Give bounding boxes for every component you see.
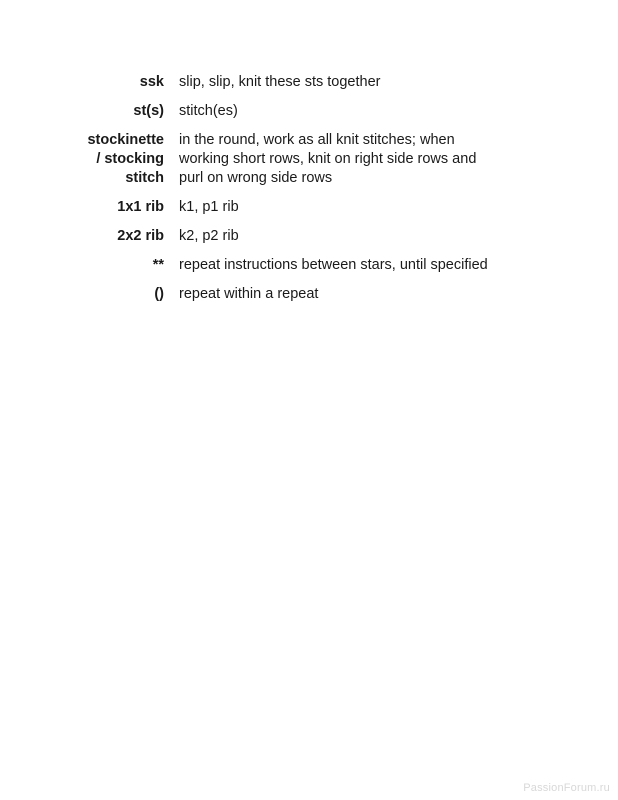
glossary-row xyxy=(0,227,618,246)
glossary-row xyxy=(0,73,618,92)
glossary-row xyxy=(0,256,618,275)
glossary-term: 2x2 rib xyxy=(117,228,164,244)
glossary-definition: repeat instructions between stars, until specified xyxy=(179,257,488,273)
glossary-term: () xyxy=(154,286,164,302)
glossary-definition: k2, p2 rib xyxy=(179,228,239,244)
glossary-term: stockinette / stocking stitch xyxy=(87,132,164,186)
glossary-definition: k1, p1 rib xyxy=(179,199,239,215)
glossary-row xyxy=(0,198,618,217)
glossary-term: ssk xyxy=(139,74,164,90)
glossary-row xyxy=(0,285,618,304)
glossary-definition: in the round, work as all knit stitches; when working short rows, knit on right side rows and purl on wrong side rows xyxy=(179,132,477,186)
glossary-definition: repeat within a repeat xyxy=(179,286,319,302)
watermark: PassionForum.ru xyxy=(523,782,610,794)
glossary-list xyxy=(0,73,618,314)
glossary-term: 1x1 rib xyxy=(117,199,164,215)
glossary-definition: stitch(es) xyxy=(179,103,238,119)
glossary-term: ** xyxy=(152,257,164,273)
glossary-definition: slip, slip, knit these sts together xyxy=(179,74,381,90)
glossary-term: st(s) xyxy=(133,103,164,119)
glossary-row xyxy=(0,131,618,188)
glossary-row xyxy=(0,102,618,121)
